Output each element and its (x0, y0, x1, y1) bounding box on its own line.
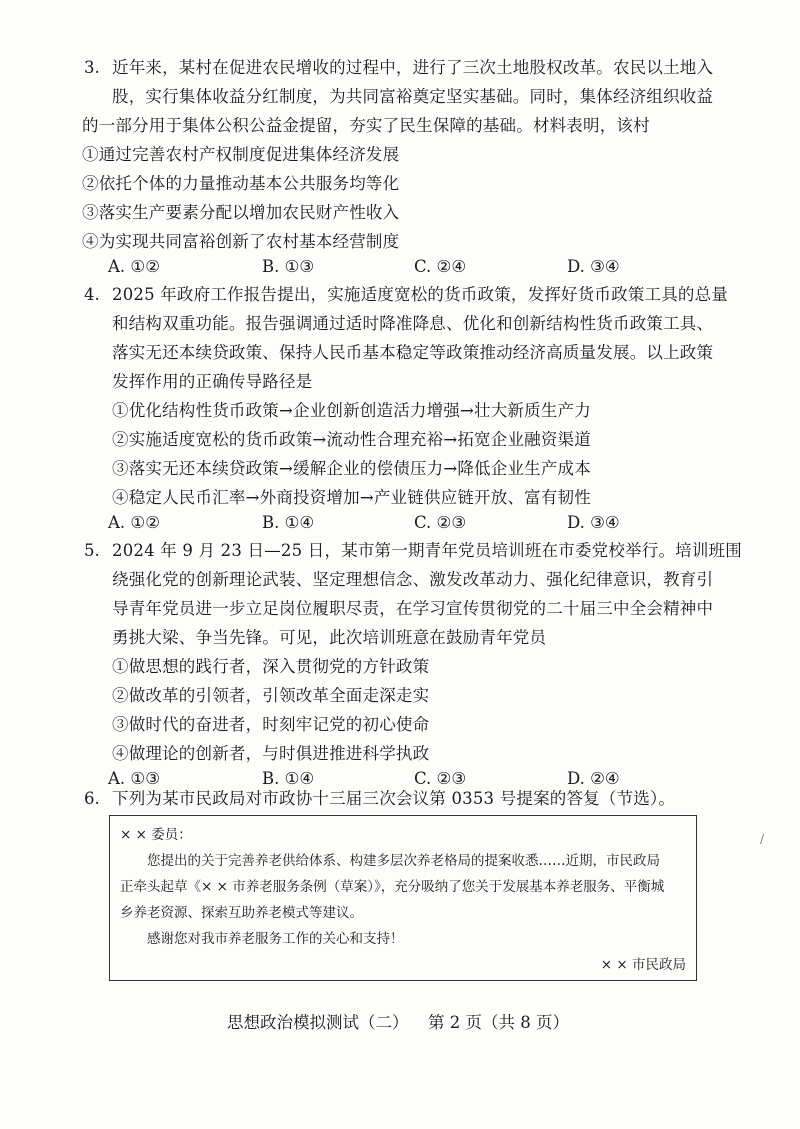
reply-body-line: 正牵头起草《× × 市养老服务条例（草案）》，充分吸纳了您关于发展基本养老服务、平衡城 (120, 879, 665, 895)
question-stem-line: 下列为某市民政局对市政协十三届三次会议第 0353 号提案的答复（节选）。 (112, 789, 676, 808)
reply-salutation: × × 委员： (120, 827, 192, 843)
reply-body-line: 您提出的关于完善养老供给体系、构建多层次养老格局的提案收悉……近期，市民政局 (147, 853, 660, 869)
answer-choice-a[interactable]: A. ①② (108, 513, 160, 532)
answer-choice-a[interactable]: A. ①② (108, 257, 160, 276)
question-stem-line: 2024 年 9 月 23 日—25 日，某市第一期青年党员培训班在市委党校举行。培训班围 (112, 541, 742, 560)
question-number: 4. (84, 285, 100, 304)
statement-option: ③落实无还本续贷政策→缓解企业的偿债压力→降低企业生产成本 (112, 459, 591, 478)
answer-choice-d[interactable]: D. ②④ (567, 769, 620, 788)
question-number: 5. (84, 541, 100, 560)
statement-option: ①通过完善农村产权制度促进集体经济发展 (82, 145, 400, 164)
statement-option: ①做思想的践行者，深入贯彻党的方针政策 (112, 657, 430, 676)
answer-choice-d[interactable]: D. ③④ (567, 513, 620, 532)
question-stem-line: 发挥作用的正确传导路径是 (112, 372, 313, 391)
answer-choice-c[interactable]: C. ②③ (414, 769, 467, 788)
question-stem-line: 落实无还本续贷政策、保持人民币基本稳定等政策推动经济高质量发展。以上政策 (112, 343, 714, 362)
question-stem-line: 近年来，某村在促进农民增收的过程中，进行了三次土地股权改革。农民以土地入 (112, 58, 714, 77)
reply-body-line: 感谢您对我市养老服务工作的关心和支持！ (147, 931, 404, 947)
statement-option: ②实施适度宽松的货币政策→流动性合理充裕→拓宽企业融资渠道 (112, 430, 591, 449)
footer-subject: 思想政治模拟测试（二） (227, 1013, 409, 1032)
question-stem-line: 的一部分用于集体公积公益金提留，夯实了民生保障的基础。材料表明，该村 (82, 116, 650, 135)
question-stem-line: 股，实行集体收益分红制度，为共同富裕奠定坚实基础。同时，集体经济组织收益 (112, 87, 714, 106)
statement-option: ③做时代的奋进者，时刻牢记党的初心使命 (112, 715, 430, 734)
reply-body-line: 乡养老资源、探索互助养老模式等建议。 (120, 905, 363, 921)
question-stem-line: 和结构双重功能。报告强调通过适时降准降息、优化和创新结构性货币政策工具、 (112, 314, 714, 333)
footer-page-number: 第 2 页（共 8 页） (428, 1013, 569, 1032)
statement-option: ④为实现共同富裕创新了农村基本经营制度 (82, 232, 400, 251)
answer-choice-c[interactable]: C. ②④ (414, 257, 467, 276)
question-stem-line: 导青年党员进一步立足岗位履职尽责，在学习宣传贯彻党的二十届三中全会精神中 (112, 599, 714, 618)
answer-choice-b[interactable]: B. ①④ (262, 769, 315, 788)
answer-choice-d[interactable]: D. ③④ (567, 257, 620, 276)
reply-signature: × × 市民政局 (600, 957, 686, 973)
answer-choice-b[interactable]: B. ①③ (262, 257, 315, 276)
question-stem-line: 勇挑大梁、争当先锋。可见，此次培训班意在鼓励青年党员 (112, 628, 547, 647)
statement-option: ①优化结构性货币政策→企业创新创造活力增强→壮大新质生产力 (112, 401, 591, 420)
statement-option: ④做理论的创新者，与时俱进推进科学执政 (112, 744, 430, 763)
statement-option: ②做改革的引领者，引领改革全面走深走实 (112, 686, 430, 705)
reply-letter-box (109, 815, 697, 981)
statement-option: ②依托个体的力量推动基本公共服务均等化 (82, 174, 400, 193)
answer-choice-b[interactable]: B. ①④ (262, 513, 315, 532)
question-stem-line: 2025 年政府工作报告提出，实施适度宽松的货币政策，发挥好货币政策工具的总量 (112, 285, 729, 304)
question-number: 3. (84, 58, 100, 77)
statement-option: ③落实生产要素分配以增加农民财产性收入 (82, 203, 400, 222)
answer-choice-a[interactable]: A. ①③ (108, 769, 160, 788)
statement-option: ④稳定人民币汇率→外商投资增加→产业链供应链开放、富有韧性 (112, 488, 591, 507)
question-stem-line: 绕强化党的创新理论武装、坚定理想信念、激发改革动力、强化纪律意识，教育引 (112, 570, 714, 589)
answer-choice-c[interactable]: C. ②③ (414, 513, 467, 532)
stray-mark: / (760, 832, 765, 846)
question-number: 6. (84, 789, 100, 808)
